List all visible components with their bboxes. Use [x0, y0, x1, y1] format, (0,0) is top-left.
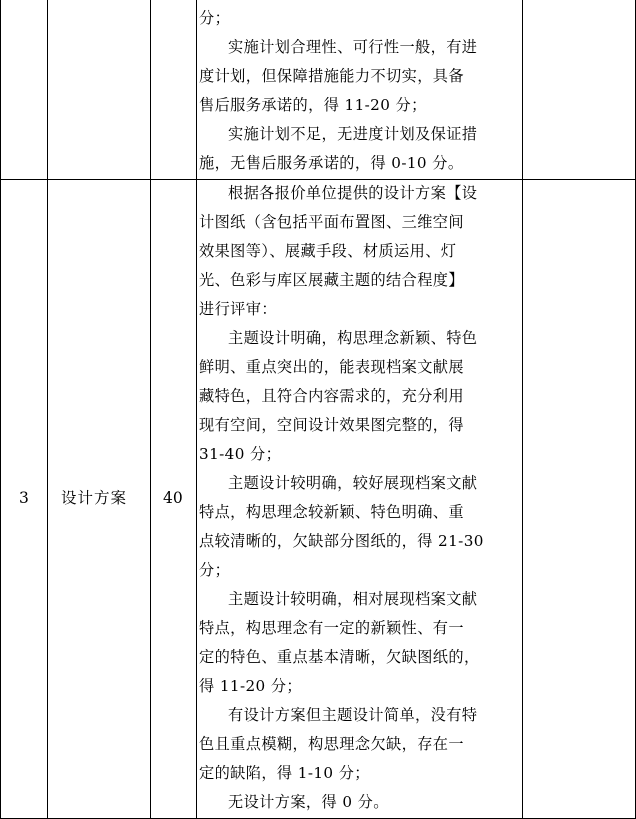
criteria-line: 主题设计较明确，相对展现档案文献 — [228, 590, 478, 608]
prev-row-criteria — [199, 0, 521, 179]
criteria-line: 主题设计较明确，较好展现档案文献 — [228, 474, 478, 492]
criteria-line: 效果图等）、展藏手段、材质运用、灯 — [199, 242, 457, 260]
criteria-line: 施，无售后服务承诺的，得 0-10 分。 — [199, 154, 464, 172]
row3-criteria — [199, 180, 521, 818]
criteria-line: 实施计划不足，无进度计划及保证措 — [228, 125, 478, 143]
table-border — [0, 0, 1, 819]
column-divider — [196, 0, 197, 819]
criteria-line: 根据各报价单位提供的设计方案【设 — [228, 184, 478, 202]
criteria-line: 特点，构思理念较新颖、特色明确、重 — [199, 503, 464, 521]
criteria-line: 计图纸（含包括平面布置图、三维空间 — [199, 213, 464, 231]
criteria-line: 无设计方案，得 0 分。 — [228, 793, 389, 811]
criteria-line: 有设计方案但主题设计简单，没有特 — [228, 706, 478, 724]
criteria-line: 进行评审： — [199, 300, 277, 318]
criteria-line: 得 11-20 分； — [199, 677, 303, 695]
criteria-line: 实施计划合理性、可行性一般，有进 — [228, 38, 478, 56]
criteria-line: 特点，构思理念有一定的新颖性、有一 — [199, 619, 464, 637]
criteria-line: 光、色彩与库区展藏主题的结合程度】 — [199, 271, 464, 289]
criteria-line: 31-40 分； — [199, 445, 282, 463]
criteria-line: 点较清晰的，欠缺部分图纸的，得 21-30 — [199, 532, 484, 550]
criteria-line: 分； — [199, 9, 231, 27]
row-item-name: 设计方案 — [61, 489, 128, 507]
criteria-line: 藏特色，且符合内容需求的，充分利用 — [199, 387, 464, 405]
column-divider — [47, 0, 48, 819]
criteria-line: 定的特色、重点基本清晰，欠缺图纸的， — [199, 648, 480, 666]
row-score: 40 — [163, 489, 183, 507]
criteria-line: 现有空间，空间设计效果图完整的，得 — [199, 416, 464, 434]
criteria-line: 分； — [199, 561, 231, 579]
criteria-line: 鲜明、重点突出的，能表现档案文献展 — [199, 358, 464, 376]
criteria-line: 售后服务承诺的，得 11-20 分； — [199, 96, 427, 114]
criteria-line: 主题设计明确，构思理念新颖、特色 — [228, 329, 478, 347]
column-divider — [522, 0, 523, 819]
column-divider — [150, 0, 151, 819]
criteria-line: 定的缺陷，得 1-10 分； — [199, 764, 370, 782]
criteria-line: 度计划，但保障措施能力不切实，具备 — [199, 67, 464, 85]
criteria-line: 色且重点模糊，构思理念欠缺，存在一 — [199, 735, 464, 753]
row-index: 3 — [19, 489, 29, 507]
